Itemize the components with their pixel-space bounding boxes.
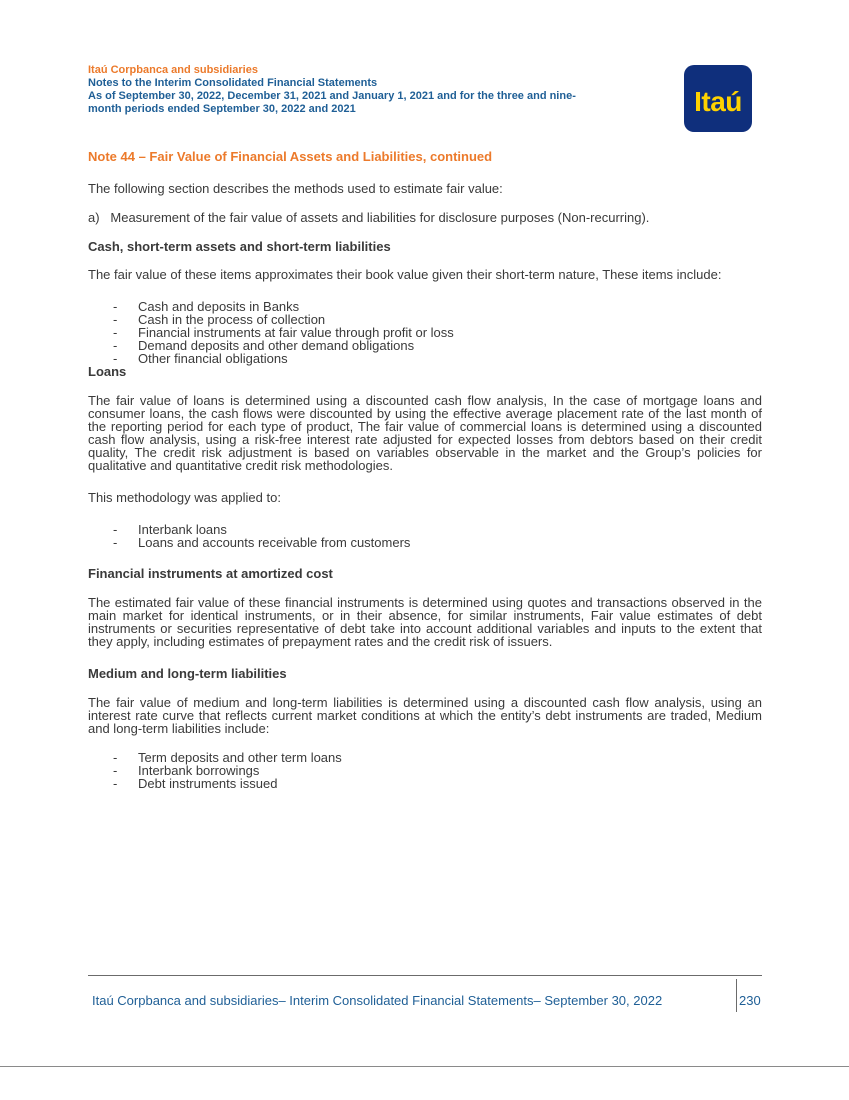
- list-item-text: Debt instruments issued: [138, 776, 278, 791]
- list-item-text: Interbank borrowings: [138, 763, 260, 778]
- intro-paragraph: The following section describes the methods used to estimate fair value:: [88, 181, 503, 196]
- logo-text: Itaú: [694, 85, 742, 117]
- list-item-text: Cash and deposits in Banks: [138, 299, 300, 314]
- bullet-dash: -: [113, 522, 118, 537]
- note-title: Note 44 – Fair Value of Financial Assets and Liabilities, continued: [88, 149, 493, 164]
- loans-applied-paragraph: This methodology was applied to:: [88, 490, 281, 505]
- cash-paragraph: The fair value of these items approximates their book value given their short-term nature, These items include:: [88, 267, 722, 282]
- bullet-dash: -: [113, 776, 118, 791]
- document-header: [88, 64, 668, 116]
- list-item-text: Term deposits and other term loans: [138, 750, 342, 765]
- bullet-dash: -: [113, 299, 118, 314]
- list-item-text: Financial instruments at fair value through profit or loss: [138, 325, 454, 340]
- list-item-text: Loans and accounts receivable from customers: [138, 535, 411, 550]
- header-company: Itaú Corpbanca and subsidiaries: [88, 64, 258, 76]
- item-a-paragraph: a) Measurement of the fair value of assets and liabilities for disclosure purposes (Non-recurring).: [88, 210, 650, 225]
- list-item: [88, 536, 762, 549]
- itau-logo: [684, 65, 752, 132]
- cash-heading: Cash, short-term assets and short-term liabilities: [88, 239, 391, 254]
- amortized-heading: Financial instruments at amortized cost: [88, 566, 333, 581]
- loans-paragraph: The fair value of loans is determined using a discounted cash flow analysis, In the case of mortgage loans and consumer loans, the cash flows were discounted by using the effective average placement rate of the last month of the reporting period for each type of product, The fair value of commercial loans is determined using a discounted cash flow analysis, using a risk-free interest rate adjusted for expected losses from debtors based on their credit quality, The credit risk adjustment is based on variables observable in the market and the Group’s policies for qualitative and quantitative credit risk methodologies.: [88, 393, 762, 473]
- list-item: [88, 777, 762, 790]
- amortized-paragraph: The estimated fair value of these financial instruments is determined using quotes and transactions observed in the main market for identical instruments, or in their absence, for similar instruments, Fair value estimates of debt instruments or securities representative of debt take into account additional variables and inputs to the extent that they apply, including estimates of prepayment rates and the credit risk of issuers.: [88, 595, 762, 649]
- footer-separator: [736, 979, 737, 1012]
- page-bottom-divider: [0, 1066, 849, 1067]
- list-item-text: Other financial obligations: [138, 351, 288, 366]
- bullet-dash: -: [113, 750, 118, 765]
- list-item-text: Demand deposits and other demand obligations: [138, 338, 415, 353]
- document-body: [88, 150, 762, 806]
- bullet-dash: -: [113, 763, 118, 778]
- footer-text: Itaú Corpbanca and subsidiaries– Interim Consolidated Financial Statements– September 30, 2022: [92, 993, 663, 1008]
- cash-list: [88, 300, 762, 365]
- bullet-dash: -: [113, 351, 118, 366]
- header-period-line-2: month periods ended September 30, 2022 and 2021: [88, 103, 356, 115]
- page-number: 230: [739, 993, 761, 1008]
- longterm-list: [88, 751, 762, 790]
- bullet-dash: -: [113, 312, 118, 327]
- longterm-paragraph: The fair value of medium and long-term liabilities is determined using a discounted cash flow analysis, using an interest rate curve that reflects current market conditions at which the entity’s debt instruments are traded, Medium and long-term liabilities include:: [88, 695, 762, 736]
- header-period-line-1: As of September 30, 2022, December 31, 2021 and January 1, 2021 and for the three and nine-: [88, 90, 576, 102]
- bullet-dash: -: [113, 338, 118, 353]
- list-item-text: Interbank loans: [138, 522, 227, 537]
- footer-divider: [88, 975, 762, 976]
- loans-heading: Loans: [88, 364, 127, 379]
- bullet-dash: -: [113, 325, 118, 340]
- list-item-text: Cash in the process of collection: [138, 312, 326, 327]
- list-item: [88, 352, 762, 365]
- bullet-dash: -: [113, 535, 118, 550]
- longterm-heading: Medium and long-term liabilities: [88, 666, 287, 681]
- header-subtitle: Notes to the Interim Consolidated Financial Statements: [88, 77, 378, 89]
- loans-list: [88, 523, 762, 549]
